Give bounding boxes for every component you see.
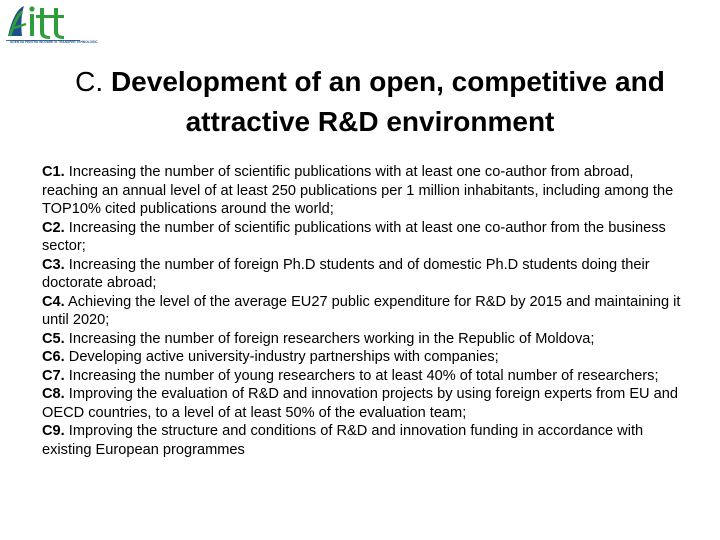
item-code: C8. — [42, 386, 65, 402]
title-text: Development of an open, competitive and attractive R&D environment — [110, 66, 665, 137]
item-code: C9. — [42, 423, 65, 439]
item-code: C7. — [42, 367, 65, 384]
item-text: Increasing the number of scientific publications with at least one co-author from abroad, reaching an annual level of at least 250 publications per 1 million inhabitants, including among the TOP10% cited publications around the world; — [42, 164, 674, 217]
item-code: C6. — [42, 349, 65, 365]
item-text: Improving the structure and conditions of R&D and innovation funding in accordance with existing European programmes — [42, 423, 644, 458]
item-code: C3. — [42, 256, 65, 273]
list-item — [42, 163, 692, 219]
item-text: Improving the evaluation of R&D and innovation projects by using foreign experts from EU and OECD countries, to a level of at least 50% of the evaluation team; — [42, 386, 678, 421]
item-text: Developing active university-industry partnerships with companies; — [64, 349, 499, 365]
list-item — [42, 385, 692, 422]
list-item — [42, 219, 692, 256]
item-text: Increasing the number of scientific publications with at least one co-author from the business sector; — [42, 219, 666, 254]
list-item — [42, 367, 692, 386]
list-item — [42, 348, 692, 367]
item-code: C4. — [42, 293, 65, 310]
item-text: Achieving the level of the average EU27 public expenditure for R&D by 2015 and maintaining it until 2020; — [42, 293, 681, 328]
item-text: Increasing the number of foreign Ph.D students and of domestic Ph.D students doing their doctorate abroad; — [42, 256, 650, 291]
list-item — [42, 330, 692, 349]
page-title — [40, 62, 700, 142]
item-text: Increasing the number of foreign researchers working in the Republic of Moldova; — [64, 330, 595, 347]
objectives-list — [42, 163, 692, 459]
list-item — [42, 293, 692, 330]
title-prefix: C. — [75, 66, 104, 97]
list-item — [42, 256, 692, 293]
item-code: C2. — [42, 219, 65, 236]
item-code: C5. — [42, 330, 65, 347]
item-text: Increasing the number of young researchers to at least 40% of total number of researchers; — [64, 367, 659, 384]
item-code: C1. — [42, 164, 65, 180]
list-item — [42, 422, 692, 459]
aitt-logo — [0, 0, 98, 50]
logo-caption: AGENTIA PENTRU INOVARE SI TRANSFER TEHNOLOGIC — [10, 40, 98, 44]
